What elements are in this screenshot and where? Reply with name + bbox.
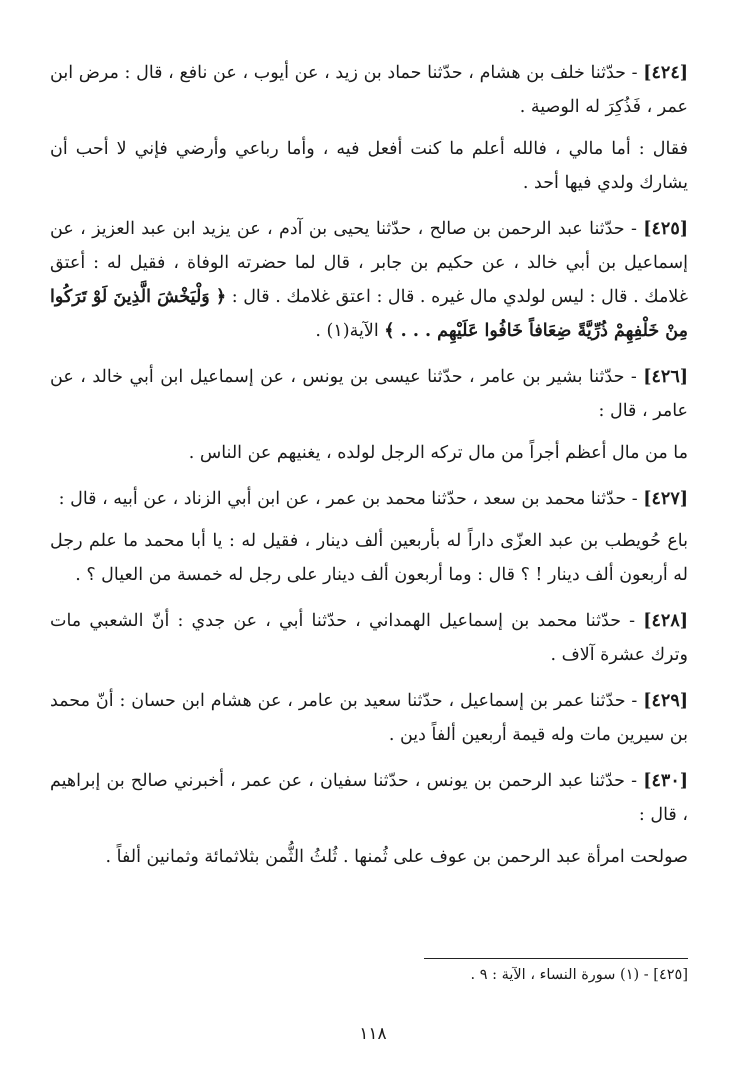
hadith-424-matn: [50, 132, 688, 200]
hadith-number: [٤٢٥]: [643, 219, 688, 239]
hadith-number: [٤٣٠]: [643, 771, 688, 791]
hadith-427-matn: [50, 524, 688, 592]
quran-verse: ﴿ وَلْيَخْشَ الَّذِينَ لَوْ تَرَكُوا مِنْ خَلْفِهِمْ ذُرِّيَّةً ضِعَافاً خَافُوا عَلَيْهِم . . . ﴾: [50, 287, 688, 341]
hadith-427: [50, 482, 688, 516]
hadith-number: [٤٢٩]: [643, 691, 688, 711]
hadith-text: ما من مال أعظم أجراً من مال تركه الرجل لولده ، يغنيهم عن الناس .: [188, 443, 688, 463]
verse-reference: الآية(١) .: [315, 321, 385, 341]
hadith-430: [50, 764, 688, 832]
hadith-text: باع حُويطب بن عبد العزّى داراً له بأربعين ألف دينار ، فقيل له : يا أبا محمد ما علم رجل له أربعون ألف دينار ! ؟ قال : وما أربعون ألف دينار على رجل له خمسة من العيال ؟ .: [50, 531, 688, 585]
hadith-number: [٤٢٧]: [643, 489, 688, 509]
hadith-425: [50, 212, 688, 348]
hadith-text: فقال : أما مالي ، فالله أعلم ما كنت أفعل فيه ، وأما رباعي وأرضي فإني لا أحب أن يشارك ولدي فيها أحد .: [50, 139, 688, 193]
hadith-text: - حدّثنا عبد الرحمن بن صالح ، حدّثنا يحيى بن آدم ، عن يزيد ابن عبد العزيز ، عن إسماعيل بن أبي خالد ، عن حكيم بن جابر ، قال لما حضرته الوفاة ، فقيل له : أعتق غلامك . قال : ليس لولدي مال غيره . قال : اعتق غلامك . قال :: [50, 219, 689, 307]
hadith-text: - حدّثنا عمر بن إسماعيل ، حدّثنا سعيد بن عامر ، عن هشام ابن حسان : أنّ محمد بن سيرين مات وله قيمة أربعين ألفاً دين .: [50, 691, 688, 745]
hadith-text: - حدّثنا بشير بن عامر ، حدّثنا عيسى بن يونس ، عن إسماعيل ابن أبي خالد ، عن عامر ، قال :: [50, 367, 688, 421]
hadith-424: [50, 56, 688, 124]
footnote: [٤٢٥] - (١) سورة النساء ، الآية : ٩ .: [470, 967, 688, 983]
page-number: ١١٨: [359, 1024, 387, 1044]
hadith-text: صولحت امرأة عبد الرحمن بن عوف على ثُمنها . ثُلثُ الثُّمن بثلاثمائة وثمانين ألفاً .: [105, 847, 688, 867]
hadith-text: - حدّثنا محمد بن إسماعيل الهمداني ، حدّثنا أبي ، عن جدي : أنّ الشعبي مات وترك عشرة آلاف .: [50, 611, 688, 665]
hadith-428: [50, 604, 688, 672]
hadith-number: [٤٢٨]: [643, 611, 688, 631]
hadith-text: - حدّثنا عبد الرحمن بن يونس ، حدّثنا سفيان ، عن عمر ، أخبرني صالح بن إبراهيم ، قال :: [50, 771, 688, 825]
hadith-number: [٤٢٤]: [643, 63, 688, 83]
hadith-426: [50, 360, 688, 428]
footnote-divider: [424, 958, 688, 959]
hadith-430-matn: [50, 840, 688, 874]
hadith-text: - حدّثنا خلف بن هشام ، حدّثنا حماد بن زيد ، عن أيوب ، عن نافع ، قال : مرض ابن عمر ، فَذُكِرَ له الوصية .: [50, 63, 688, 117]
hadith-number: [٤٢٦]: [643, 367, 688, 387]
hadith-429: [50, 684, 688, 752]
hadith-426-matn: [50, 436, 688, 470]
hadith-text: - حدّثنا محمد بن سعد ، حدّثنا محمد بن عمر ، عن ابن أبي الزناد ، عن أبيه ، قال :: [58, 489, 644, 509]
